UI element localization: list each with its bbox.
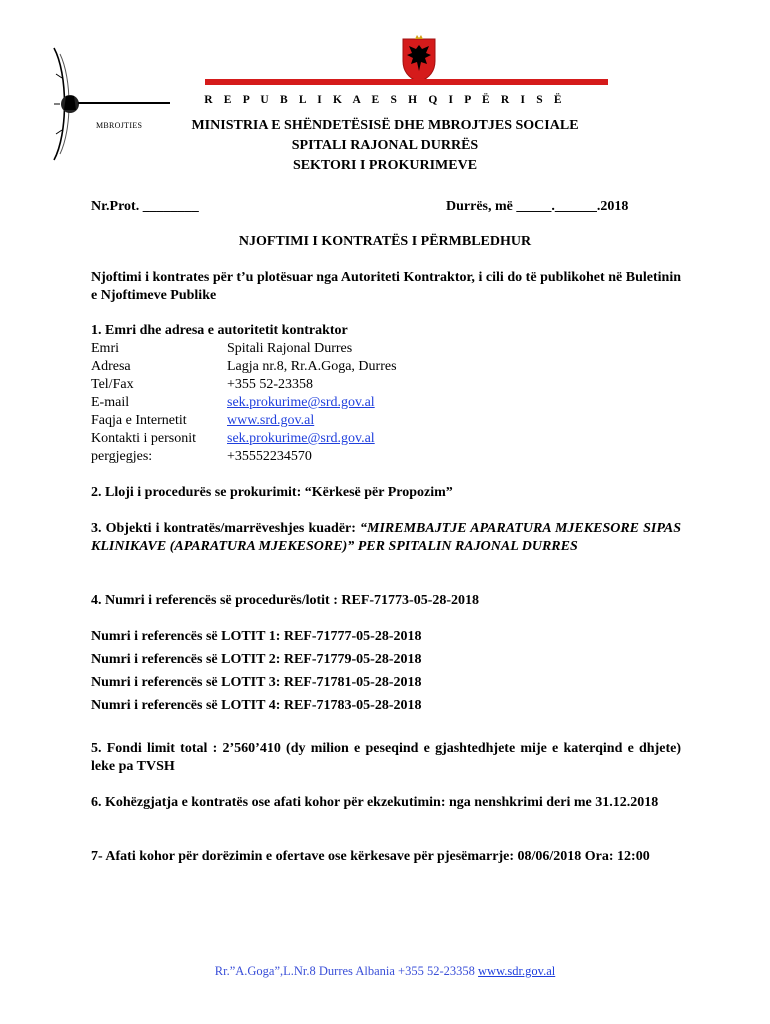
contact-label-website: Faqja e Internetit <box>91 413 187 428</box>
intro-paragraph: Njoftimi i kontrates për t’u plotësuar nga Autoriteti Kontraktor, i cili do të publikohet në Buletinin e Njoftimeve Publike <box>91 270 681 303</box>
albanian-eagle-emblem <box>399 33 439 83</box>
sector-heading: SEKTORI I PROKURIMEVE <box>292 158 478 173</box>
section7-submission-deadline: 7- Afati kohor për dorëzimin e ofertave ose kërkesave për pjesëmarrje: 08/06/2018 Ora: 12:00 <box>91 849 650 864</box>
lot4-reference: Numri i referencës së LOTIT 4: REF-71783-05-28-2018 <box>91 698 422 713</box>
contact-label-name: Emri <box>91 341 119 356</box>
section3-object-name: “MIREMBAJTJE APARATURA MJEKESORE SIPAS KLINIKAVE (APARATURA MJEKESORE)” PER SPITALIN RAJONAL DURRES <box>91 521 681 554</box>
hospital-heading: SPITALI RAJONAL DURRËS <box>291 138 479 153</box>
document-title: NJOFTIMI I KONTRATËS I PËRMBLEDHUR <box>238 234 532 249</box>
lot3-reference: Numri i referencës së LOTIT 3: REF-71781-05-28-2018 <box>91 675 422 690</box>
contact-label-responsible: pergjegjes: <box>91 449 153 464</box>
section2-procedure-type: 2. Lloji i procedurës se prokurimit: “Kërkesë për Propozim” <box>91 485 453 500</box>
footer-website-link[interactable]: www.sdr.gov.al <box>478 964 556 978</box>
seal-caption: MBROJTIES <box>96 121 143 130</box>
section5-budget-limit: 5. Fondi limit total : 2’560’410 (dy milion e peseqind e gjashtedhjete mije e katerqind e dhjete) leke pa TVSH <box>91 741 681 774</box>
contact-value-address: Lagja nr.8, Rr.A.Goga, Durres <box>227 359 397 374</box>
lot2-reference: Numri i referencës së LOTIT 2: REF-71779-05-28-2018 <box>91 652 422 667</box>
section4-procedure-reference: 4. Numri i referencës së procedurës/lotit : REF-71773-05-28-2018 <box>91 593 480 608</box>
section3-contract-object <box>91 520 681 556</box>
section1-heading: 1. Emri dhe adresa e autoritetit kontraktor <box>91 323 348 338</box>
lot1-reference: Numri i referencës së LOTIT 1: REF-71777-05-28-2018 <box>91 629 422 644</box>
section3-prefix: 3. Objekti i kontratës/marrëveshjes kuadër: <box>91 521 361 536</box>
contact-person-email-link[interactable]: sek.prokurime@srd.gov.al <box>227 431 375 446</box>
contact-label-person: Kontakti i personit <box>91 431 196 446</box>
header-red-bar <box>205 79 608 85</box>
contact-value-responsible-phone: +35552234570 <box>227 449 312 464</box>
protocol-number: Nr.Prot. ________ <box>91 199 199 214</box>
contact-label-email: E-mail <box>91 395 130 410</box>
footer <box>0 964 770 979</box>
contact-email-link[interactable]: sek.prokurime@srd.gov.al <box>227 395 375 410</box>
ministry-heading: MINISTRIA E SHËNDETËSISË DHE MBROJTJES SOCIALE <box>191 118 579 133</box>
contact-label-address: Adresa <box>91 359 131 374</box>
contact-value-name: Spitali Rajonal Durres <box>227 341 353 356</box>
contact-website-link[interactable]: www.srd.gov.al <box>227 413 315 428</box>
contact-label-phone: Tel/Fax <box>91 377 134 392</box>
contact-value-phone: +355 52-23358 <box>227 377 314 392</box>
country-heading: R E P U B L I K A E S H Q I P Ë R I S Ë <box>204 94 566 106</box>
footer-address: Rr.”A.Goga”,L.Nr.8 Durres Albania +355 52-23358 <box>214 964 479 978</box>
section6-contract-duration: 6. Kohëzgjatja e kontratës ose afati kohor për ekzekutimin: nga nenshkrimi deri me 31.12.2018 <box>91 795 659 810</box>
document-date: Durrës, më _____.______.2018 <box>446 199 629 214</box>
